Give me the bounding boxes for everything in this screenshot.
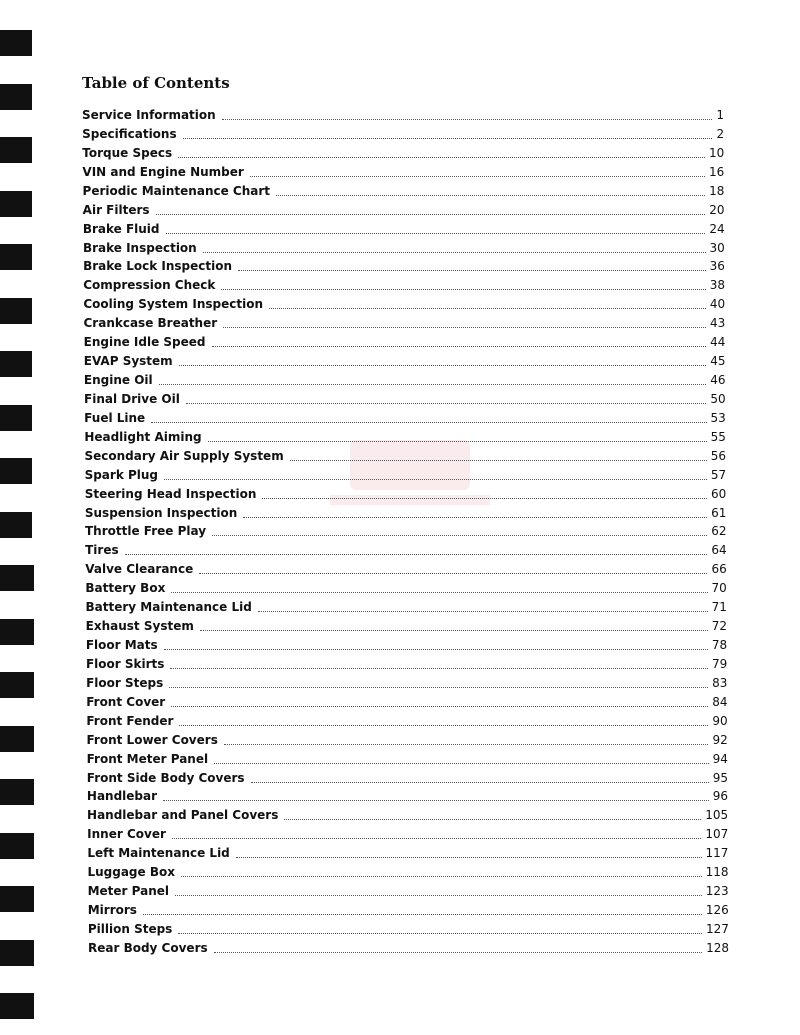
dot-leader: [178, 933, 702, 934]
toc-entry[interactable]: [87, 731, 728, 750]
toc-entry-page: 50: [710, 391, 726, 406]
toc-entry[interactable]: [86, 693, 727, 712]
toc-entry[interactable]: [83, 220, 725, 239]
toc-entry-page: 117: [705, 846, 729, 861]
toc-entry[interactable]: [84, 390, 726, 409]
dot-leader: [171, 592, 707, 593]
toc-entry-label: Brake Fluid: [82, 221, 160, 236]
dot-leader: [290, 460, 707, 461]
toc-entry-page: 20: [709, 202, 725, 217]
toc-entry-label: Battery Maintenance Lid: [85, 600, 252, 615]
toc-entry-page: 2: [716, 126, 725, 141]
toc-entry-label: Valve Clearance: [85, 562, 194, 577]
toc-entry-page: 61: [711, 505, 727, 520]
toc-entry-label: Final Drive Oil: [84, 391, 180, 406]
dot-leader: [222, 119, 713, 120]
toc-entry-page: 1: [716, 108, 724, 122]
dot-leader: [156, 214, 706, 215]
toc-entry[interactable]: [86, 655, 727, 674]
dot-leader: [223, 327, 706, 328]
toc-entry-label: Rear Body Covers: [88, 940, 208, 955]
toc-entry-page: 71: [711, 600, 727, 615]
toc-entry[interactable]: [83, 276, 725, 295]
dot-leader: [238, 270, 706, 271]
dot-leader: [178, 157, 705, 158]
toc-entry-page: 127: [705, 921, 729, 936]
toc-entry-label: EVAP System: [83, 354, 173, 369]
toc-entry[interactable]: [84, 371, 726, 390]
toc-entry-page: 40: [709, 297, 726, 312]
dot-leader: [183, 138, 713, 139]
toc-entry-label: VIN and Engine Number: [82, 164, 244, 179]
toc-entry[interactable]: [82, 125, 724, 144]
toc-entry-page: 45: [710, 354, 726, 369]
toc-entry-label: Fuel Line: [84, 410, 146, 425]
toc-entry[interactable]: [85, 560, 726, 579]
toc-entry-page: 62: [711, 524, 727, 539]
toc-entry-page: 38: [709, 278, 725, 293]
toc-entry-label: Inner Cover: [87, 827, 166, 842]
toc-entry-page: 72: [711, 619, 728, 634]
toc-entry-page: 79: [712, 656, 728, 671]
dot-leader: [143, 914, 702, 915]
toc-entry[interactable]: [85, 466, 727, 485]
toc-entry[interactable]: [82, 144, 724, 163]
toc-entry-page: 57: [710, 467, 727, 482]
dot-leader: [251, 782, 709, 783]
toc-entry[interactable]: [84, 447, 726, 466]
toc-entry[interactable]: [84, 409, 726, 428]
dot-leader: [214, 952, 702, 953]
dot-leader: [171, 706, 708, 707]
toc-entry-label: Floor Steps: [86, 675, 164, 690]
toc-entry-page: 92: [712, 732, 728, 747]
toc-entry-label: Specifications: [82, 126, 177, 141]
toc-entry-label: Suspension Inspection: [84, 505, 238, 520]
toc-entry-label: Front Lower Covers: [86, 732, 218, 747]
toc-entry-label: Front Meter Panel: [86, 751, 209, 766]
toc-entry-page: 96: [712, 789, 729, 804]
toc-entry-label: Crankcase Breather: [83, 316, 218, 331]
dot-leader: [221, 289, 705, 290]
toc-entry[interactable]: [84, 352, 726, 371]
toc-entry-label: Engine Oil: [83, 373, 153, 388]
dot-leader: [179, 365, 707, 366]
dot-leader: [170, 668, 708, 669]
dot-leader: [199, 573, 707, 574]
toc-entry-page: 24: [709, 221, 725, 236]
toc-entry[interactable]: [85, 485, 727, 504]
toc-entry[interactable]: [83, 182, 725, 201]
toc-entry[interactable]: [87, 863, 728, 882]
toc-entry-page: 46: [710, 373, 726, 388]
toc-entry[interactable]: [86, 674, 727, 693]
toc-entry[interactable]: [86, 617, 727, 636]
toc-entry-label: Exhaust System: [85, 619, 194, 634]
toc-entry[interactable]: [85, 541, 726, 560]
toc-entry[interactable]: [87, 750, 728, 769]
dot-leader: [236, 857, 702, 858]
dot-leader: [224, 744, 709, 745]
toc-entry-label: Battery Box: [85, 581, 166, 596]
toc-entry-page: 105: [705, 808, 729, 823]
toc-entry-label: Cooling System Inspection: [83, 297, 263, 312]
toc-entry[interactable]: [86, 712, 727, 731]
toc-entry-page: 78: [711, 638, 728, 653]
toc-entry[interactable]: [85, 579, 726, 598]
toc-entry-page: 43: [709, 316, 726, 331]
dot-leader: [181, 876, 702, 877]
toc-entry-label: Floor Mats: [85, 638, 158, 653]
dot-leader: [250, 176, 705, 177]
toc-entry-label: Left Maintenance Lid: [87, 846, 230, 861]
toc-entry[interactable]: [86, 636, 727, 655]
toc-entry-page: 123: [705, 884, 729, 899]
toc-entry[interactable]: [88, 882, 729, 901]
toc-entry[interactable]: [83, 257, 725, 276]
toc-entry[interactable]: [82, 106, 724, 125]
toc-entry-page: 84: [712, 694, 728, 709]
toc-entry[interactable]: [87, 844, 728, 863]
toc-entry-page: 107: [705, 827, 729, 842]
toc-entry-page: 94: [712, 751, 728, 766]
toc-entry-page: 18: [709, 183, 725, 198]
toc-entry-page: 36: [709, 259, 725, 274]
toc-entry-page: 70: [711, 581, 727, 596]
dot-leader: [258, 611, 708, 612]
dot-leader: [166, 233, 706, 234]
toc-entry[interactable]: [84, 428, 726, 447]
toc-entry-page: 53: [710, 410, 726, 425]
toc-entry[interactable]: [87, 825, 728, 844]
toc-entry[interactable]: [83, 239, 725, 258]
dot-leader: [169, 687, 708, 688]
dot-leader: [262, 498, 707, 499]
dot-leader: [214, 763, 708, 764]
toc-entry-label: Handlebar: [86, 789, 158, 804]
dot-leader: [179, 725, 708, 726]
toc-entry-page: 10: [708, 145, 725, 160]
toc-entry[interactable]: [83, 295, 725, 314]
toc-entry-page: 128: [706, 940, 729, 955]
dot-leader: [186, 403, 707, 404]
toc-entry-label: Spark Plug: [84, 467, 159, 482]
dot-leader: [163, 800, 709, 801]
toc-entry-page: 16: [709, 164, 725, 179]
dot-leader: [151, 422, 706, 423]
toc-entry[interactable]: [85, 522, 727, 541]
toc-entry-page: 30: [709, 240, 725, 255]
toc-entry-label: Pillion Steps: [87, 921, 173, 936]
toc-entry-page: 60: [710, 486, 727, 501]
toc-entry[interactable]: [88, 901, 729, 920]
dot-leader: [276, 195, 705, 196]
toc-entry-label: Tires: [85, 543, 119, 558]
toc-entry[interactable]: [82, 163, 724, 182]
toc-entry-label: Torque Specs: [82, 145, 173, 160]
toc-entry-label: Front Fender: [86, 713, 174, 728]
toc-entry[interactable]: [88, 939, 729, 958]
toc-entry-label: Periodic Maintenance Chart: [82, 183, 271, 198]
toc-title: Table of Contents: [82, 74, 230, 92]
toc-entry-label: Engine Idle Speed: [83, 335, 206, 350]
dot-leader: [125, 554, 708, 555]
toc-entry-label: Service Information: [82, 108, 216, 122]
toc-entry-label: Steering Head Inspection: [84, 486, 257, 501]
toc-entry-page: 56: [710, 448, 727, 463]
toc-entry-label: Brake Inspection: [82, 240, 197, 255]
toc-entry[interactable]: [86, 598, 727, 617]
toc-entry-label: Brake Lock Inspection: [83, 259, 233, 274]
toc-entry-label: Meter Panel: [87, 884, 169, 899]
toc-entry[interactable]: [88, 920, 729, 939]
toc-entry[interactable]: [87, 806, 728, 825]
toc-entry-label: Front Side Body Covers: [86, 770, 245, 785]
toc-entry[interactable]: [84, 333, 726, 352]
dot-leader: [284, 819, 701, 820]
dot-leader: [164, 479, 707, 480]
toc-entry[interactable]: [87, 769, 728, 788]
toc-entry-page: 95: [712, 770, 728, 785]
toc-entry-label: Air Filters: [82, 202, 150, 217]
dot-leader: [172, 838, 702, 839]
dot-leader: [269, 308, 706, 309]
dot-leader: [212, 346, 707, 347]
toc-entry-page: 83: [712, 675, 728, 690]
toc-entry-page: 126: [705, 903, 729, 918]
toc-entry[interactable]: [84, 314, 726, 333]
toc-entry-page: 66: [711, 562, 727, 577]
toc-entry-label: Secondary Air Supply System: [84, 448, 284, 463]
toc-entry-page: 64: [711, 543, 727, 558]
toc-entry[interactable]: [87, 787, 728, 806]
toc-entry-page: 118: [705, 865, 729, 880]
dot-leader: [203, 252, 706, 253]
toc-entry-page: 44: [710, 335, 726, 350]
toc-entry[interactable]: [83, 201, 725, 220]
toc-entry-label: Throttle Free Play: [85, 524, 207, 539]
dot-leader: [164, 649, 708, 650]
toc-entry-page: 55: [710, 429, 726, 444]
dot-leader: [175, 895, 702, 896]
dot-leader: [243, 517, 707, 518]
toc-entry-label: Front Cover: [86, 694, 166, 709]
dot-leader: [200, 630, 708, 631]
toc-entry-page: 90: [712, 713, 728, 728]
toc-entry-label: Compression Check: [83, 278, 216, 293]
dot-leader: [159, 384, 707, 385]
toc-entry-label: Floor Skirts: [85, 656, 165, 671]
toc-entry[interactable]: [85, 504, 727, 523]
dot-leader: [208, 441, 707, 442]
toc-entry-label: Mirrors: [87, 903, 137, 918]
toc-entry-label: Luggage Box: [87, 865, 175, 880]
toc-entry-label: Handlebar and Panel Covers: [87, 808, 279, 823]
dot-leader: [212, 535, 707, 536]
toc-entry-label: Headlight Aiming: [84, 429, 202, 444]
